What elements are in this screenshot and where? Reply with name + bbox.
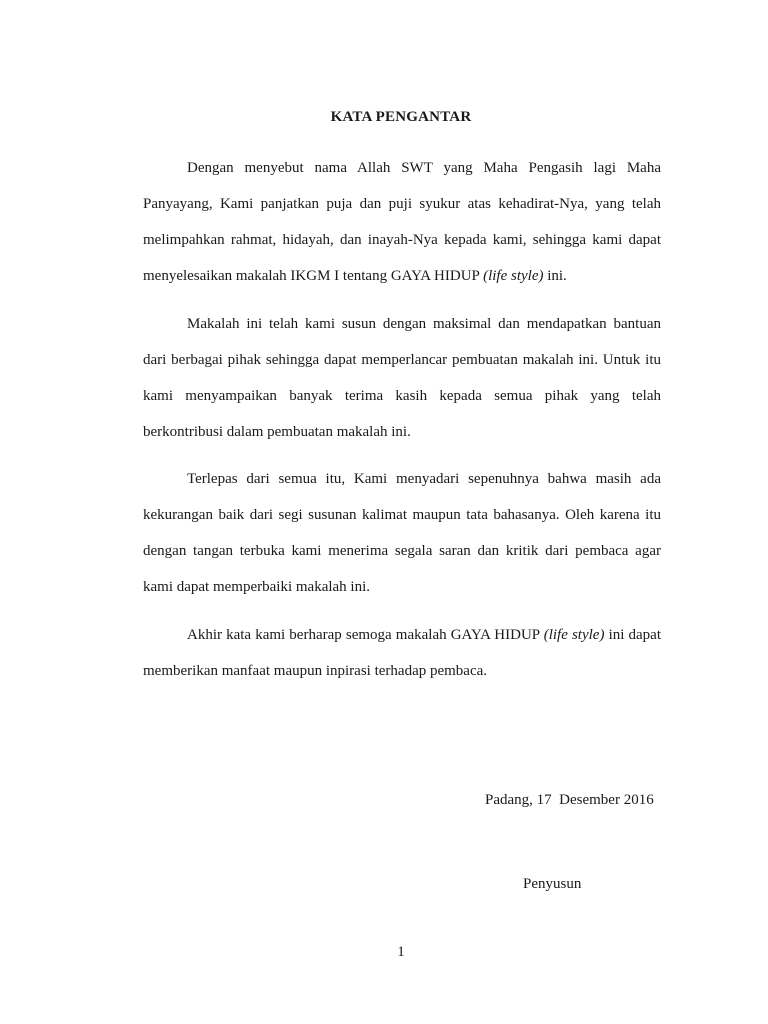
text-run: ini dapat: [604, 627, 661, 643]
page-number: 1: [397, 944, 405, 960]
paragraph-line: Dengan menyebut nama Allah SWT yang Maha Pengasih lagi Maha: [187, 160, 661, 176]
text-run: Akhir kata kami berharap semoga makalah GAYA HIDUP: [187, 627, 544, 643]
paragraph-line: [143, 258, 661, 294]
italic-term: (life style): [543, 627, 605, 643]
paragraph-line: Panyayang, Kami panjatkan puja dan puji syukur atas kehadirat-Nya, yang telah: [143, 196, 661, 212]
paragraph-line: kami dapat memperbaiki makalah ini.: [143, 579, 371, 595]
paragraph-4: [143, 617, 661, 689]
paragraph-line: kekurangan baik dari segi susunan kalimat maupun tata bahasanya. Oleh karena itu: [143, 507, 661, 523]
paragraph-2: [143, 306, 661, 450]
paragraph-line: melimpahkan rahmat, hidayah, dan inayah-Nya kepada kami, sehingga kami dapat: [143, 232, 661, 248]
page-title: KATA PENGANTAR: [330, 109, 472, 125]
paragraph-line: berkontribusi dalam pembuatan makalah ini.: [143, 424, 411, 440]
paragraph-line: Terlepas dari semua itu, Kami menyadari sepenuhnya bahwa masih ada: [187, 471, 661, 487]
paragraph-1: [143, 150, 661, 294]
paragraph-line: memberikan manfaat maupun inpirasi terhadap pembaca.: [143, 663, 488, 679]
text-run: menyelesaikan makalah IKGM I tentang GAYA HIDUP: [143, 268, 484, 284]
signer-label: Penyusun: [523, 876, 582, 892]
paragraph-line: kami menyampaikan banyak terima kasih kepada semua pihak yang telah: [143, 388, 661, 404]
paragraph-3: [143, 461, 661, 605]
text-run: ini.: [543, 268, 567, 284]
place-date: Padang, 17 Desember 2016: [485, 792, 654, 808]
paragraph-line: [143, 617, 661, 653]
paragraph-line: dari berbagai pihak sehingga dapat memperlancar pembuatan makalah ini. Untuk itu: [143, 352, 661, 368]
paragraph-line: dengan tangan terbuka kami menerima segala saran dan kritik dari pembaca agar: [143, 543, 661, 559]
italic-term: (life style): [483, 268, 544, 284]
paragraph-line: Makalah ini telah kami susun dengan maksimal dan mendapatkan bantuan: [187, 316, 661, 332]
